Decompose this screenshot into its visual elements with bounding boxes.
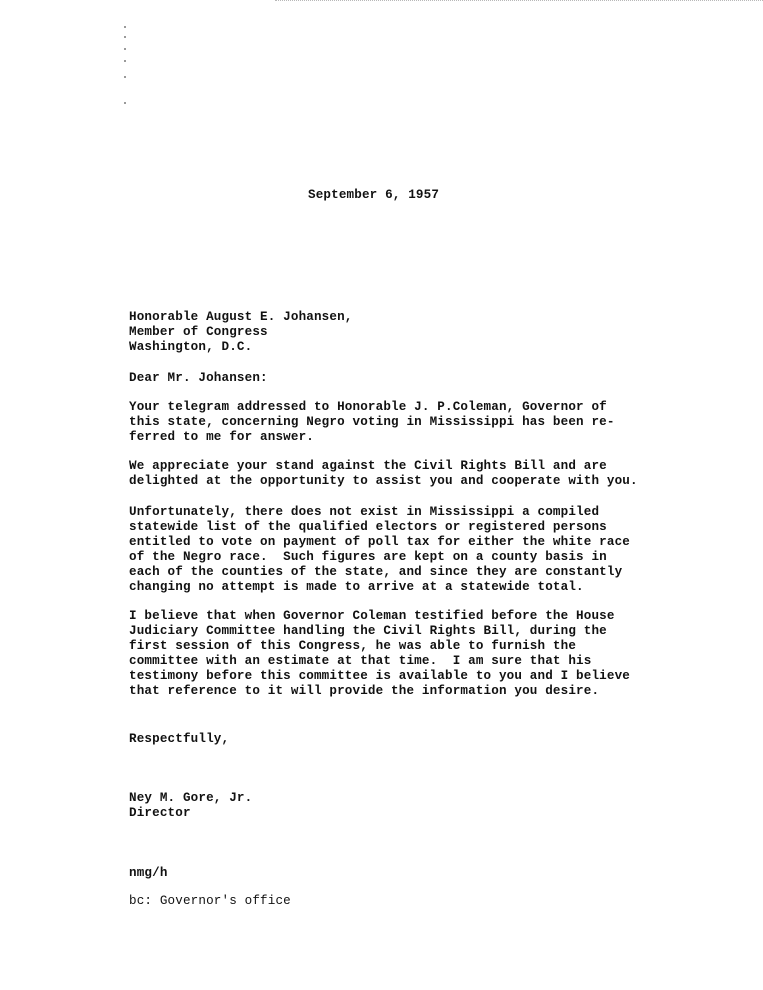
paragraph-line: delighted at the opportunity to assist you and cooperate with you. xyxy=(129,474,638,488)
paragraph-line: each of the counties of the state, and since they are constantly xyxy=(129,565,623,579)
paragraph-line: this state, concerning Negro voting in Mississippi has been re- xyxy=(129,415,615,429)
addressee-block xyxy=(129,310,353,355)
body-paragraph xyxy=(129,505,630,595)
body-paragraph xyxy=(129,459,638,489)
scan-specks xyxy=(124,26,128,106)
paragraph-line: We appreciate your stand against the Civil Rights Bill and are xyxy=(129,459,607,473)
page-edge-divider xyxy=(275,0,763,1)
body-paragraph xyxy=(129,400,615,445)
salutation: Dear Mr. Johansen: xyxy=(129,371,268,385)
paragraph-line: Your telegram addressed to Honorable J. P.Coleman, Governor of xyxy=(129,400,607,414)
paragraph-line: entitled to vote on payment of poll tax for either the white race xyxy=(129,535,630,549)
signer-title: Director xyxy=(129,806,191,820)
addressee-line: Member of Congress xyxy=(129,325,268,339)
paragraph-line: ferred to me for answer. xyxy=(129,430,314,444)
blind-copy-note: bc: Governor's office xyxy=(129,894,291,908)
paragraph-line: first session of this Congress, he was able to furnish the xyxy=(129,639,577,653)
letter-date: September 6, 1957 xyxy=(308,188,440,202)
addressee-line: Honorable August E. Johansen, xyxy=(129,310,353,324)
signer-name: Ney M. Gore, Jr. xyxy=(129,791,253,805)
paragraph-line: testimony before this committee is available to you and I believe xyxy=(129,669,630,683)
body-paragraph xyxy=(129,609,630,699)
typist-initials: nmg/h xyxy=(129,866,168,880)
paragraph-line: Judiciary Committee handling the Civil Rights Bill, during the xyxy=(129,624,607,638)
paragraph-line: statewide list of the qualified electors or registered persons xyxy=(129,520,607,534)
paragraph-line: Unfortunately, there does not exist in Mississippi a compiled xyxy=(129,505,600,519)
paragraph-line: I believe that when Governor Coleman testified before the House xyxy=(129,609,615,623)
paragraph-line: changing no attempt is made to arrive at a statewide total. xyxy=(129,580,584,594)
paragraph-line: committee with an estimate at that time. I am sure that his xyxy=(129,654,592,668)
complimentary-closing: Respectfully, xyxy=(129,732,230,746)
signature-block xyxy=(129,791,252,821)
addressee-line: Washington, D.C. xyxy=(129,340,253,354)
paragraph-line: of the Negro race. Such figures are kept on a county basis in xyxy=(129,550,607,564)
paragraph-line: that reference to it will provide the information you desire. xyxy=(129,684,600,698)
